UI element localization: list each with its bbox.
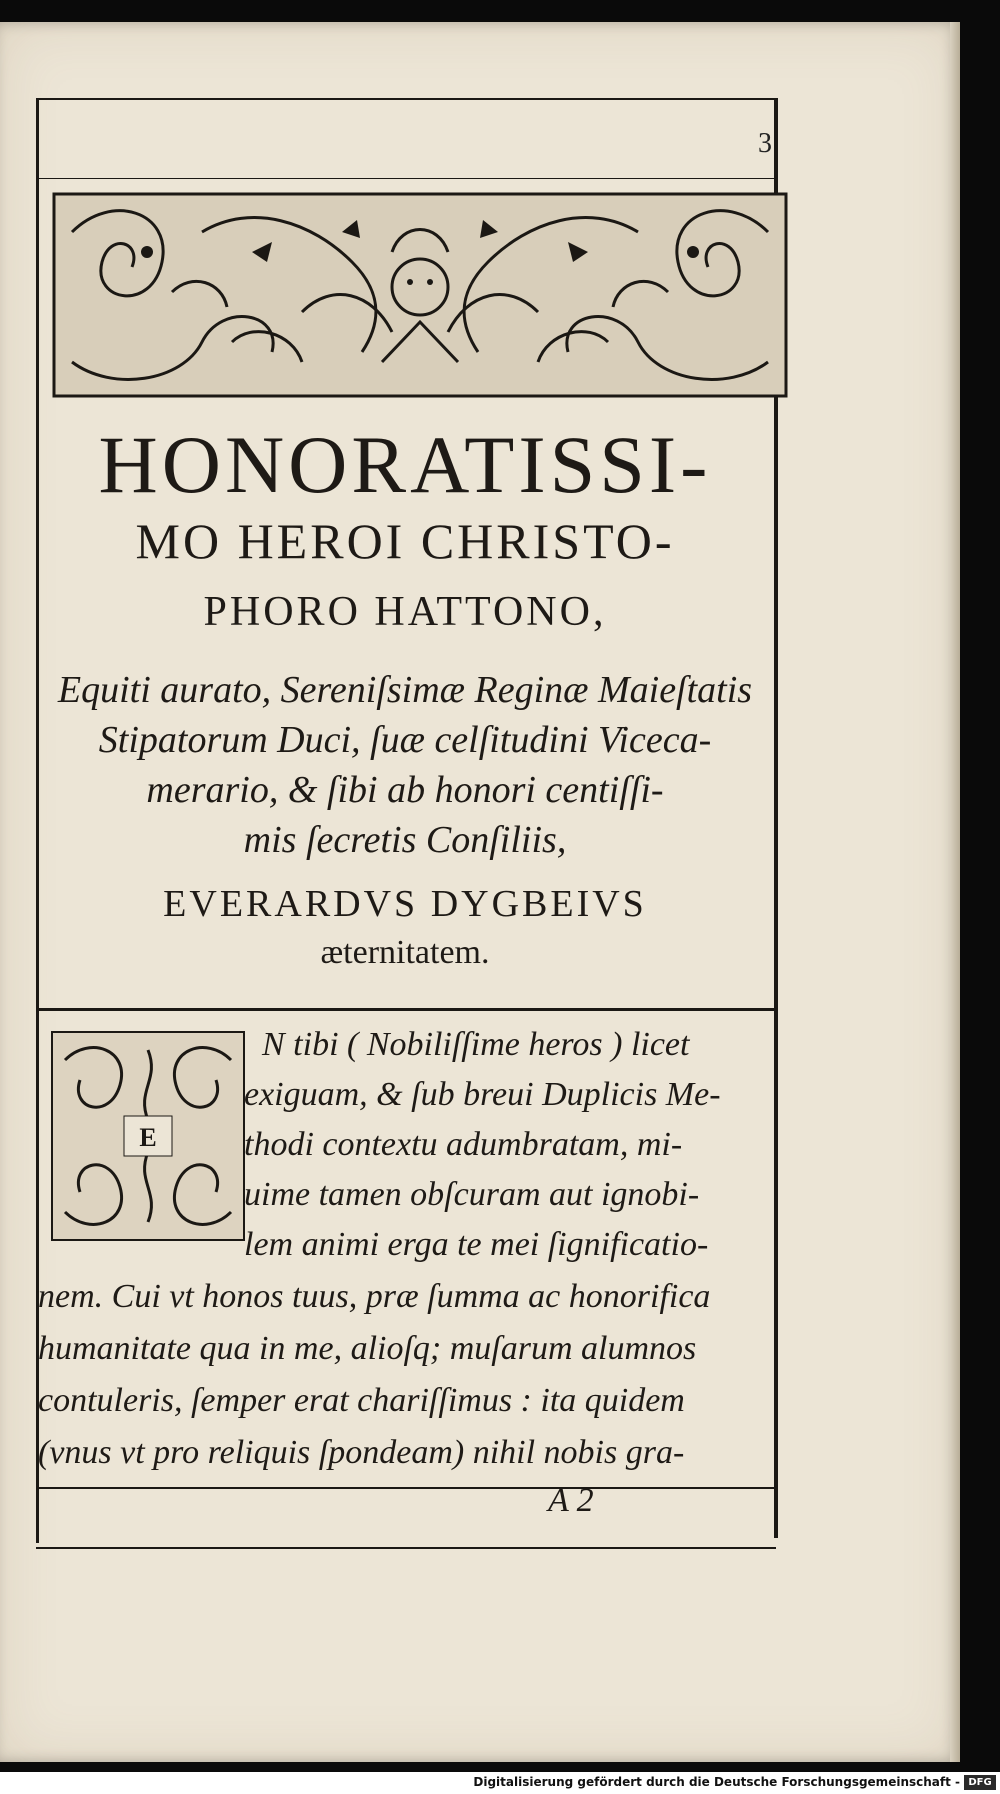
title-line-3: PHORO HATTONO, (203, 589, 607, 635)
body-line-8: contuleris, ſemper erat chariſſimus : ita quidem (38, 1382, 685, 1419)
closing-word: æternitatem. (320, 934, 490, 971)
dfg-logo: DFG (964, 1775, 996, 1790)
signature-mark: A 2 (548, 1482, 594, 1519)
body-line-4: uime tamen obſcuram aut ignobi- (244, 1176, 700, 1213)
footer-text: Digitalisierung gefördert durch die Deutsche Forschungsgemeinschaft - (473, 1775, 960, 1789)
text-bottom-rule (36, 1487, 776, 1489)
body-line-7: humanitate qua in me, alioſq; muſarum alumnos (38, 1330, 697, 1367)
frame-left-rule (36, 98, 39, 1543)
body-line-6: nem. Cui vt honos tuus, præ ſumma ac honorifica (38, 1278, 711, 1315)
page-edge (950, 22, 960, 1762)
body-line-5: lem animi erga te mei ſignificatio- (244, 1226, 709, 1263)
digitization-footer (0, 1772, 1000, 1794)
body-line-9: (vnus vt pro reliquis ſpondeam) nihil nobis gra- (38, 1434, 685, 1471)
dedication-line-1: Equiti aurato, Sereniſsimæ Reginæ Maieſtatis (57, 669, 753, 711)
initial-letter: E (139, 1123, 157, 1152)
body-line-2: exiguam, & ſub breui Duplicis Me- (244, 1076, 721, 1113)
author-line: EVERARDVS DYGBEIVS (163, 883, 647, 925)
page-number: 3 (758, 128, 772, 159)
body-line-3: thodi contextu adumbratam, mi- (244, 1126, 683, 1163)
footer-rule (36, 1547, 776, 1549)
headpiece-ornament (52, 192, 788, 398)
dedication-line-3: merario, & ſibi ab honori centiſſi- (146, 769, 664, 811)
header-rule (36, 178, 776, 179)
dedication-line-2: Stipatorum Duci, ſuæ celſitudini Viceca- (98, 719, 712, 761)
top-rule (36, 98, 776, 100)
body-line-1: N tibi ( Nobiliſſime heros ) licet (262, 1026, 690, 1063)
decorated-initial (50, 1030, 246, 1242)
title-line-2: MO HEROI CHRISTO- (135, 513, 675, 569)
section-rule (36, 1008, 776, 1011)
dedication-line-4: mis ſecretis Conſiliis, (243, 819, 567, 861)
title-line-1: HONORATISSI- (98, 419, 712, 510)
